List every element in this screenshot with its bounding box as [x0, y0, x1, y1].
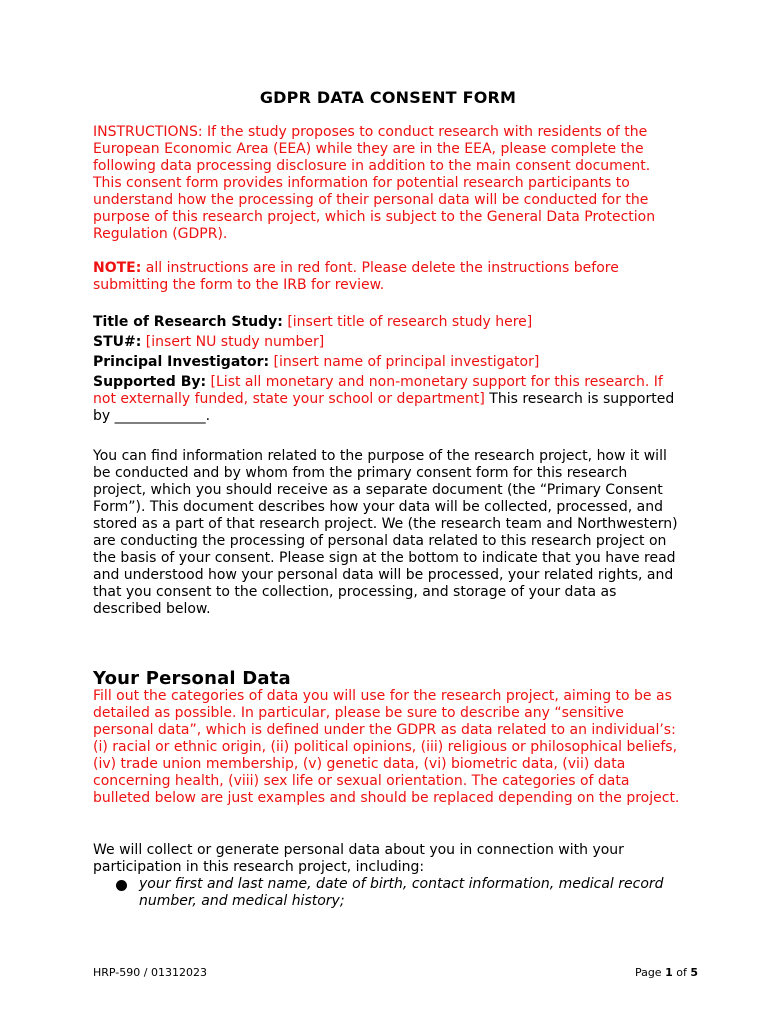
instructions-paragraph: INSTRUCTIONS: If the study proposes to conduct research with residents of the European Economic Area (EEA) while they are in the EEA, please complete the following data processing disclosure in addition to the main consent document. This consent form provides information for potential research participants to understand how the processing of their personal data will be conducted for the purpose of this research project, which is subject to the General Data Protection Regulation (GDPR). — [93, 124, 656, 242]
study-meta — [93, 314, 683, 428]
page-number — [635, 966, 698, 979]
page-prefix: Page — [634, 966, 666, 979]
page-total: 5 — [690, 966, 698, 979]
meta-title-label: Title of Research Study: — [93, 314, 283, 330]
meta-support-label: Supported By: — [93, 374, 207, 390]
meta-support-tail: This research is supported by _____________. — [93, 391, 675, 424]
meta-pi-label: Principal Investigator: — [93, 354, 270, 370]
note-label: NOTE: — [93, 260, 142, 276]
meta-support-value: [List all monetary and non-monetary support for this research. If not externally funded, state your school or department] — [93, 374, 663, 407]
meta-stu-value: [insert NU study number] — [141, 334, 325, 350]
meta-stu-row — [93, 334, 683, 351]
page-footer — [93, 966, 698, 979]
bullet-icon — [116, 880, 127, 891]
collect-paragraph: We will collect or generate personal data about you in connection with your participation in this research project, including: — [93, 842, 624, 875]
document-page — [93, 0, 698, 1024]
meta-support-row — [93, 374, 683, 425]
meta-stu-label: STU#: — [93, 334, 142, 350]
meta-pi-row — [93, 354, 683, 371]
bullet-text: your first and last name, date of birth, contact information, medical record number, and medical history; — [139, 876, 664, 909]
note-text: all instructions are in red font. Please delete the instructions before submitting the form to the IRB for review. — [93, 260, 619, 293]
form-title: GDPR DATA CONSENT FORM — [259, 88, 517, 107]
page-of: of — [672, 966, 691, 979]
personal-data-heading: Your Personal Data — [93, 668, 291, 689]
note-paragraph — [93, 260, 683, 294]
meta-title-row — [93, 314, 683, 331]
personal-data-instructions: Fill out the categories of data you will use for the research project, aiming to be as detailed as possible. In particular, please be sure to describe any “sensitive personal data”, which is defined under the GDPR as data related to an individual’s: (i) racial or ethnic origin, (ii) political opinions, (iii) religious or philosophical beliefs, (iv) trade union membership, (v) genetic data, (vi) biometric data, (vii) data concerning health, (viii) sex life or sexual orientation. The categories of data bulleted below are just examples and should be replaced depending on the project. — [93, 688, 680, 806]
meta-title-value: [insert title of research study here] — [282, 314, 533, 330]
form-code: HRP-590 / 01312023 — [93, 966, 207, 979]
meta-pi-value: [insert name of principal investigator] — [269, 354, 540, 370]
page-current: 1 — [665, 966, 673, 979]
intro-paragraph: You can find information related to the purpose of the research project, how it will be conducted and by whom from the primary consent form for this research project, which you should receive as a separate document (the “Primary Consent Form”). This document describes how your data will be collected, processed, and stored as a part of that research project. We (the research team and Northwestern) are conducting the processing of personal data related to this research project on the basis of your consent. Please sign at the bottom to indicate that you have read and understood how your personal data will be processed, your related rights, and that you consent to the collection, processing, and storage of your data as described below. — [93, 448, 678, 617]
